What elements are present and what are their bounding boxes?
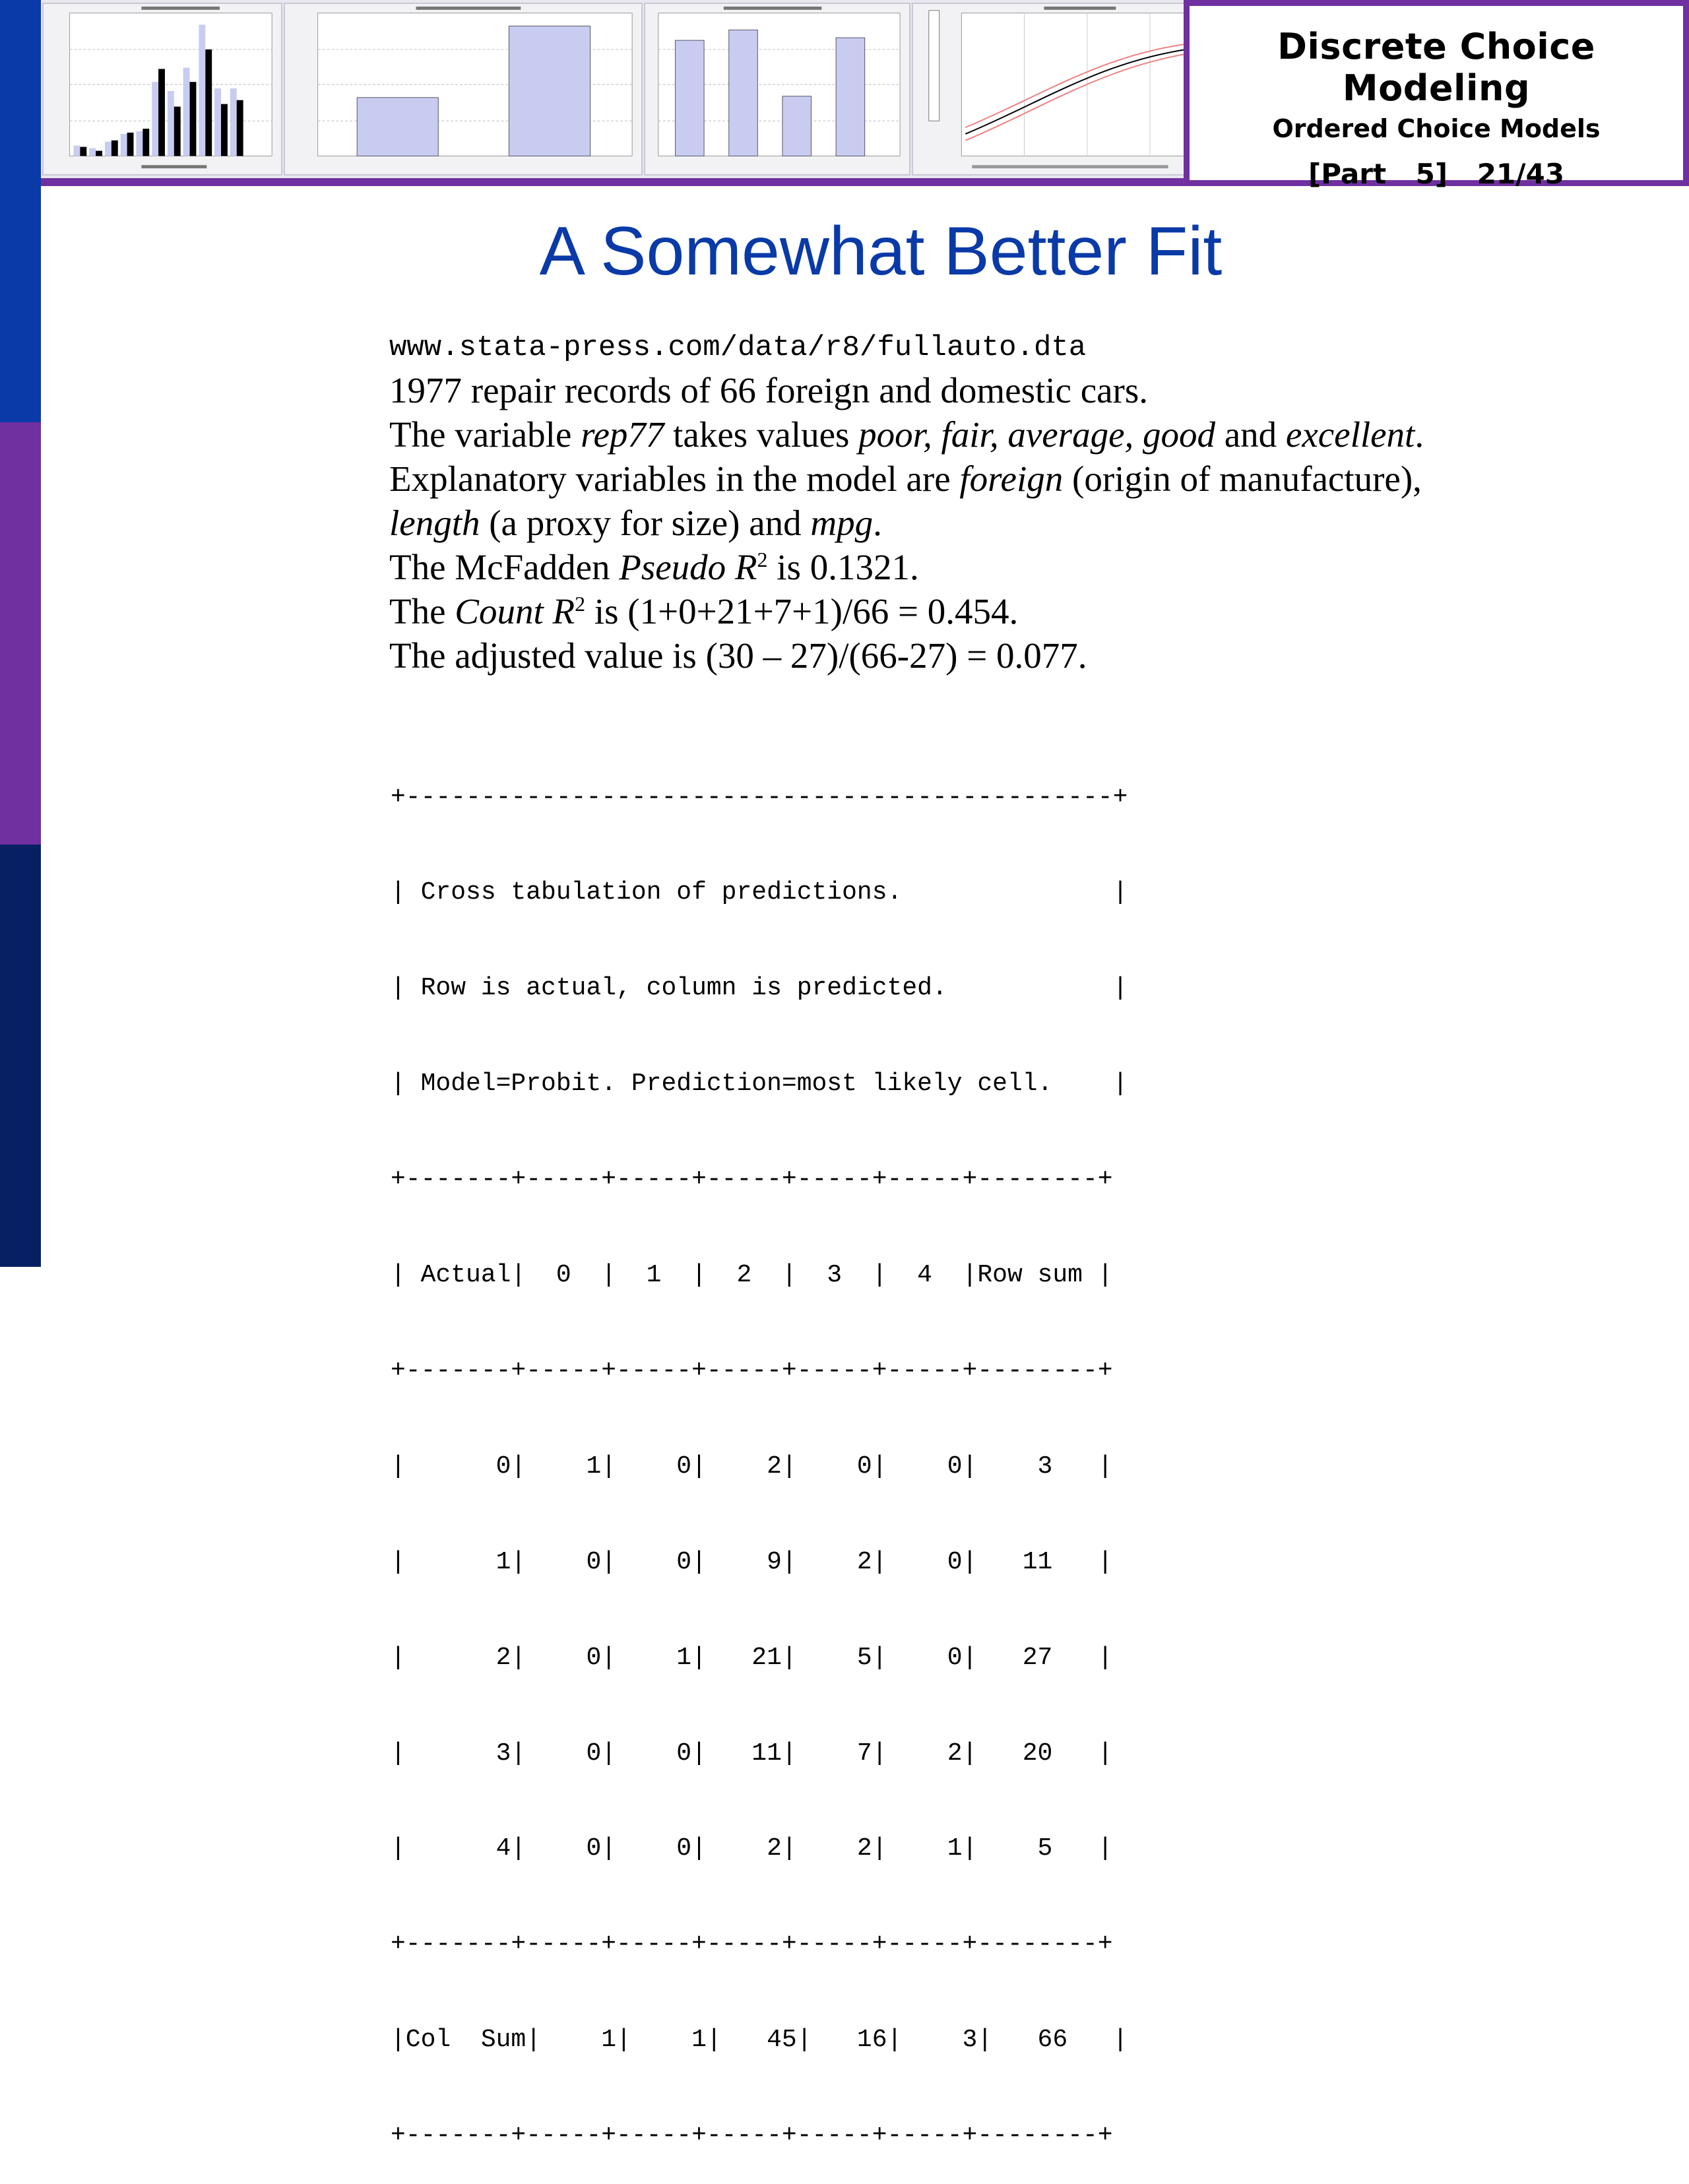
course-subtitle: Ordered Choice Models bbox=[1272, 114, 1601, 143]
table-row: | 2| 0| 1| 21| 5| 0| 27 | bbox=[391, 1643, 1113, 1672]
body-line-3: Explanatory variables in the model are foreign (origin of manufacture), bbox=[389, 459, 1422, 499]
header-thumbnail-mode-choice-chart bbox=[644, 3, 910, 176]
crosstab-table bbox=[391, 718, 1128, 2184]
header-thumbnail-histogram bbox=[42, 3, 282, 176]
table-header-row: | Actual| 0 | 1 | 2 | 3 | 4 |Row sum | bbox=[391, 1261, 1113, 1290]
left-accent-bar-top bbox=[0, 0, 41, 422]
body-line-7: The adjusted value is (30 – 27)/(66-27) = 0.077. bbox=[389, 635, 1087, 676]
part-and-page bbox=[1190, 158, 1683, 190]
table-separator: +-------+-----+-----+-----+-----+-----+--------+ bbox=[391, 1930, 1113, 1959]
table-caption-line: | Model=Probit. Prediction=most likely cell. | bbox=[391, 1070, 1128, 1099]
course-title: Discrete Choice Modeling bbox=[1277, 26, 1595, 109]
table-border: +-----------------------------------------------+ bbox=[391, 783, 1128, 812]
table-row: | 4| 0| 0| 2| 2| 1| 5 | bbox=[391, 1834, 1113, 1863]
table-separator: +-------+-----+-----+-----+-----+-----+--------+ bbox=[391, 1165, 1113, 1194]
slide-title: A Somewhat Better Fit bbox=[539, 213, 1223, 290]
body-line-4: length (a proxy for size) and mpg. bbox=[389, 503, 882, 543]
table-row: | 1| 0| 0| 9| 2| 0| 11 | bbox=[391, 1547, 1113, 1576]
slide-body bbox=[389, 327, 1643, 678]
part-label: [Part 5] bbox=[1308, 158, 1448, 190]
table-caption-line: | Cross tabulation of predictions. | bbox=[391, 878, 1128, 907]
body-line-2: The variable rep77 takes values poor, fair, average, good and excellent. bbox=[389, 414, 1424, 455]
header-thumbnail-partial-effects-chart bbox=[912, 3, 1222, 176]
left-accent-bar-middle bbox=[0, 422, 41, 845]
header-thumbnail-bar-chart bbox=[284, 3, 643, 176]
left-accent-bar-bottom bbox=[0, 845, 41, 1267]
table-separator: +-------+-----+-----+-----+-----+-----+--------+ bbox=[391, 1356, 1113, 1385]
table-col-sum-row: |Col Sum| 1| 1| 45| 16| 3| 66 | bbox=[391, 2026, 1128, 2055]
table-separator: +-------+-----+-----+-----+-----+-----+--------+ bbox=[391, 2121, 1113, 2150]
body-line-1: 1977 repair records of 66 foreign and domestic cars. bbox=[389, 370, 1149, 410]
page-number: 21/43 bbox=[1477, 158, 1564, 190]
table-caption-line: | Row is actual, column is predicted. | bbox=[391, 974, 1128, 1003]
table-row: | 3| 0| 0| 11| 7| 2| 20 | bbox=[391, 1739, 1113, 1768]
course-title-box bbox=[1184, 0, 1689, 190]
table-row: | 0| 1| 0| 2| 0| 0| 3 | bbox=[391, 1452, 1113, 1481]
dataset-url: www.stata-press.com/data/r8/fullauto.dta bbox=[389, 331, 1087, 364]
body-line-6: The Count $R^2$ is (1+0+21+7+1)/66 = 0.454. bbox=[389, 591, 1019, 631]
body-line-5: The McFadden Pseudo $R^2$ is 0.1321. bbox=[389, 547, 919, 587]
